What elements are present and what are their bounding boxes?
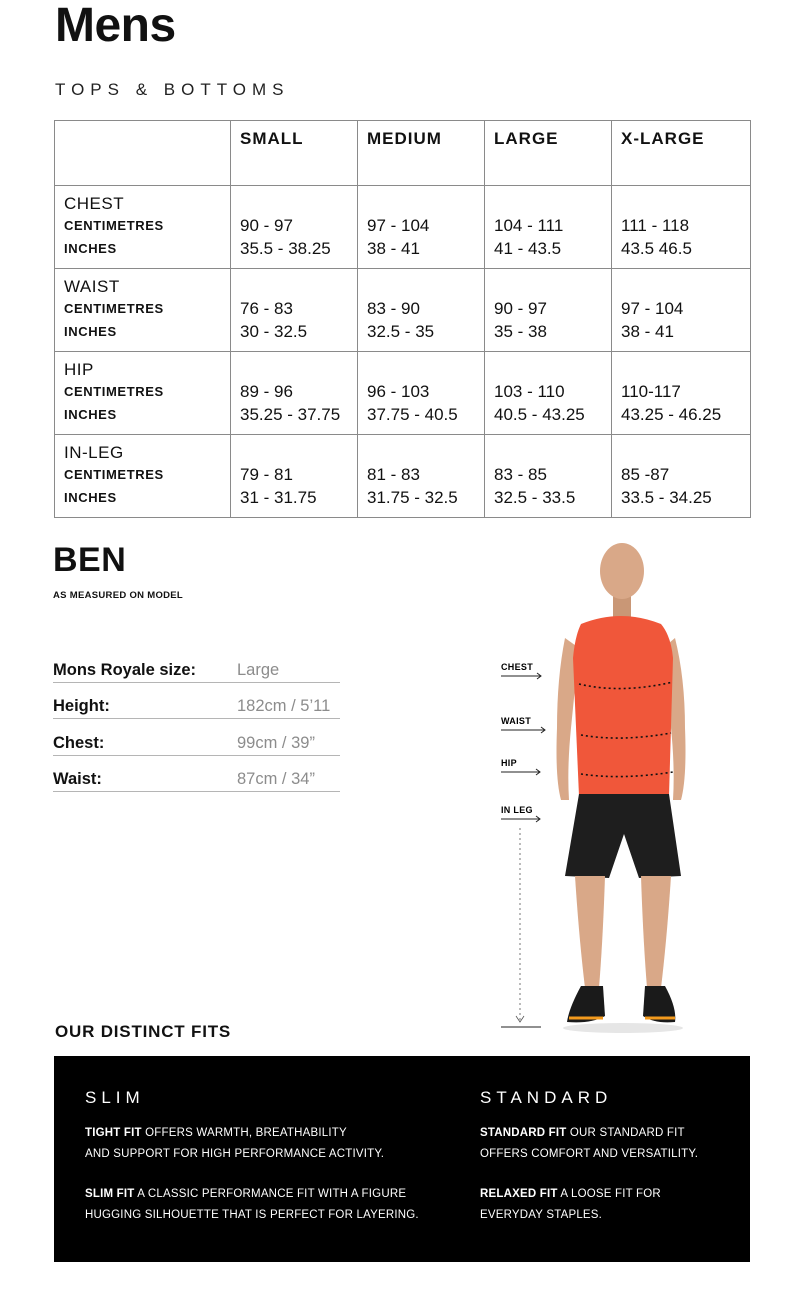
cm-value: 79 - 81 [240,465,293,484]
unit-label-in: INCHES [64,324,117,339]
fit-text: OFFERS COMFORT AND VERSATILITY. [480,1147,699,1160]
measurement-value: 99cm / 39” [237,734,315,752]
fits-heading: OUR DISTINCT FITS [55,1022,232,1041]
fits-panel [54,1056,750,1262]
cm-value: 90 - 97 [494,299,547,318]
measurement-label: Mons Royale size: [53,661,197,679]
in-value: 43.25 - 46.25 [621,405,722,424]
unit-label-in: INCHES [64,241,117,256]
table-cell [358,269,485,352]
table-row-hip [55,352,751,435]
column-header-x-large: X-LARGE [612,121,751,186]
model-note: AS MEASURED ON MODEL [53,590,184,601]
table-row-waist [55,269,751,352]
table-cell [358,186,485,269]
fit-text: OUR STANDARD FIT [566,1127,685,1139]
in-value: 31 - 31.75 [240,488,317,507]
fit-description-relaxed [480,1184,740,1225]
cm-value: 76 - 83 [240,299,293,318]
cm-value: 97 - 104 [367,216,430,235]
table-cell [231,269,358,352]
in-value: 33.5 - 34.25 [621,488,712,507]
fit-name-slim: SLIM FIT [85,1188,135,1200]
column-header-medium: MEDIUM [358,121,485,186]
in-value: 32.5 - 33.5 [494,488,576,507]
table-cell [612,352,751,435]
in-value: 38 - 41 [367,239,420,258]
model-name: BEN [53,541,127,579]
in-value: 37.75 - 40.5 [367,405,458,424]
fit-text: A CLASSIC PERFORMANCE FIT WITH A FIGURE [134,1188,407,1200]
in-value: 40.5 - 43.25 [494,405,585,424]
table-cell [485,269,612,352]
measurement-row-chest [53,721,340,756]
cm-value: 90 - 97 [240,216,293,235]
row-label-cell [55,269,231,352]
row-label-cell [55,435,231,518]
in-value: 41 - 43.5 [494,239,562,258]
cm-value: 103 - 110 [494,382,565,401]
table-cell [485,352,612,435]
fit-name-tight: TIGHT FIT [85,1127,142,1139]
in-value: 35.25 - 37.75 [240,405,341,424]
measurement-label: Waist: [53,770,102,788]
section-subtitle: TOPS & BOTTOMS [55,80,290,99]
in-value: 32.5 - 35 [367,322,435,341]
figure-label-chest: CHEST [501,662,534,672]
table-cell [612,269,751,352]
column-header-small: SMALL [231,121,358,186]
metric-name: WAIST [64,277,120,296]
table-cell [485,186,612,269]
table-row-chest [55,186,751,269]
figure-label-waist: WAIST [501,716,531,726]
cm-value: 85 -87 [621,465,670,484]
measurement-value: 87cm / 34” [237,770,315,788]
measurement-row-height [53,684,340,719]
unit-label-in: INCHES [64,407,117,422]
figure-label-hip: HIP [501,758,517,768]
cm-value: 81 - 83 [367,465,420,484]
table-cell [231,435,358,518]
size-chart-table [54,120,751,518]
unit-label-cm: CENTIMETRES [64,384,164,399]
measurement-label: Chest: [53,734,105,752]
cm-value: 96 - 103 [367,382,430,401]
cm-value: 111 - 118 [621,216,690,235]
measurement-label: Height: [53,697,110,715]
fit-text: A LOOSE FIT FOR [557,1188,661,1200]
table-cell [231,186,358,269]
table-cell [612,186,751,269]
in-value: 30 - 32.5 [240,322,308,341]
unit-label-in: INCHES [64,490,117,505]
fit-title-slim: SLIM [85,1088,145,1107]
cm-value: 83 - 90 [367,299,420,318]
table-cell [358,352,485,435]
row-label-cell [55,352,231,435]
cm-value: 83 - 85 [494,465,547,484]
cm-value: 89 - 96 [240,382,293,401]
table-cell [612,435,751,518]
fit-text: OFFERS WARMTH, BREATHABILITY [141,1127,347,1139]
table-header-row [55,121,751,186]
table-row-in-leg [55,435,751,518]
fit-text: AND SUPPORT FOR HIGH PERFORMANCE ACTIVITY. [85,1147,385,1160]
measurement-row-waist [53,757,340,792]
metric-name: HIP [64,360,94,379]
column-header-large: LARGE [485,121,612,186]
fit-description-standard [480,1123,740,1164]
metric-name: CHEST [64,194,125,213]
cm-value: 104 - 111 [494,216,564,235]
in-value: 43.5 46.5 [621,239,692,258]
fit-title-standard: STANDARD [480,1088,613,1107]
model-figure [495,538,730,1043]
table-corner-cell [55,121,231,186]
unit-label-cm: CENTIMETRES [64,301,164,316]
table-cell [358,435,485,518]
figure-label-in-leg: IN LEG [501,805,533,815]
fit-text: EVERYDAY STAPLES. [480,1208,603,1221]
person-illustration [557,543,686,1033]
in-value: 35.5 - 38.25 [240,239,331,258]
cm-value: 97 - 104 [621,299,684,318]
table-cell [231,352,358,435]
in-value: 35 - 38 [494,322,547,341]
measurement-value: 182cm / 5’11 [237,697,331,715]
fit-description-slim [85,1184,425,1225]
in-value: 31.75 - 32.5 [367,488,458,507]
unit-label-cm: CENTIMETRES [64,467,164,482]
fit-name-relaxed: RELAXED FIT [480,1188,558,1200]
table-cell [485,435,612,518]
measurement-value: Large [237,661,280,679]
fit-name-standard: STANDARD FIT [480,1127,567,1139]
row-label-cell [55,186,231,269]
fit-description-tight [85,1123,425,1164]
measurement-row-size [53,648,340,683]
unit-label-cm: CENTIMETRES [64,218,164,233]
page-title: Mens [55,0,176,52]
fit-text: HUGGING SILHOUETTE THAT IS PERFECT FOR LAYERING. [85,1208,419,1221]
cm-value: 110-117 [621,382,681,401]
in-value: 38 - 41 [621,322,674,341]
metric-name: IN-LEG [64,443,124,462]
